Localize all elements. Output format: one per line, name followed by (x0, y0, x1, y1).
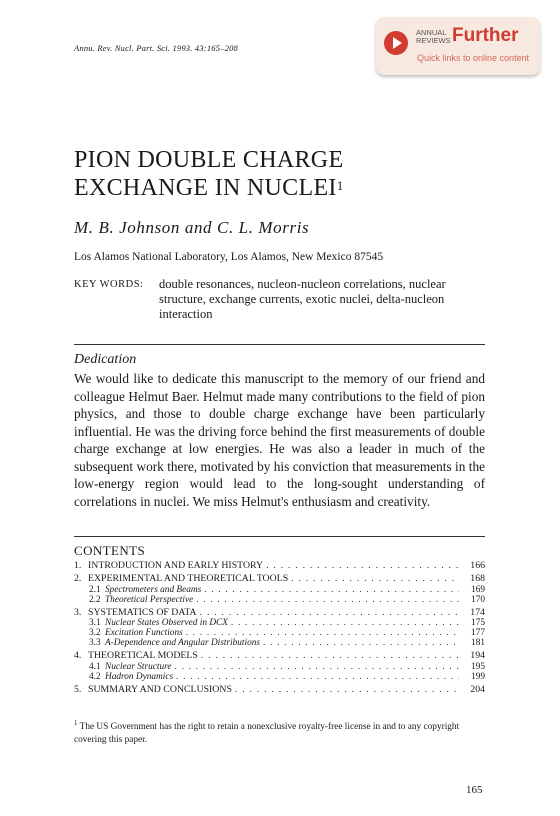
toc-leader-dots (204, 585, 459, 595)
contents-heading: CONTENTS (74, 543, 146, 558)
annual-reviews-logo (416, 29, 451, 45)
footnote (74, 717, 485, 747)
toc-entry-page: 181 (471, 638, 485, 649)
logo-reviews-text: REVIEWS (416, 36, 451, 45)
toc-entry[interactable] (74, 662, 485, 672)
toc-entry[interactable] (74, 618, 485, 628)
keywords-text: double resonances, nucleon-nucleon correlations, nuclear structure, exchange currents, exotic nuclei, delta-nucleon interaction (159, 277, 446, 321)
toc-entry-title: THEORETICAL MODELS (88, 650, 198, 662)
dedication-heading: Dedication (74, 352, 137, 367)
toc-entry[interactable] (74, 585, 485, 595)
toc-leader-dots (200, 607, 459, 618)
authors: M. B. Johnson and C. L. Morris (74, 218, 310, 237)
toc-entry-number: 2.1 (89, 584, 101, 595)
annual-reviews-further-badge[interactable] (376, 17, 540, 75)
toc-entry-title: Nuclear States Observed in DCX (105, 618, 228, 629)
toc-entry-number: 2. (74, 573, 82, 585)
toc-entry[interactable] (74, 595, 485, 605)
toc-leader-dots (186, 628, 459, 638)
toc-entry-number: 4.2 (89, 671, 101, 682)
toc-entry-title: INTRODUCTION AND EARLY HISTORY (88, 560, 264, 571)
toc-entry-number: 4.1 (89, 661, 101, 672)
toc-entry-page: 169 (471, 584, 485, 595)
logo-annual-text: ANNUAL (416, 28, 447, 37)
toc-entry-title: Spectrometers and Beams (105, 584, 202, 595)
play-icon (384, 31, 408, 55)
toc-entry-page: 168 (470, 573, 485, 585)
divider (74, 344, 485, 345)
toc-entry-page: 195 (471, 661, 485, 672)
article-title (74, 146, 344, 202)
toc-entry-title: Excitation Functions (105, 628, 183, 639)
toc-entry-title: A-Dependence and Angular Distributions (105, 638, 261, 649)
title-line-1: PION DOUBLE CHARGE (74, 147, 344, 173)
toc-entry-page: 170 (471, 594, 485, 605)
toc-leader-dots (175, 662, 459, 672)
toc-leader-dots (231, 618, 459, 628)
toc-entry-page: 175 (471, 618, 485, 629)
page-number: 165 (466, 784, 483, 796)
toc-entry-number: 3.2 (89, 628, 101, 639)
toc-leader-dots (176, 672, 459, 682)
further-label: Further (452, 25, 519, 46)
toc-entry-title: Hadron Dynamics (105, 671, 174, 682)
toc-leader-dots (263, 638, 459, 648)
toc-leader-dots (196, 595, 459, 605)
toc-entry-number: 5. (74, 683, 82, 695)
toc-entry[interactable] (74, 650, 485, 661)
toc-entry-number: 3.1 (89, 618, 101, 629)
toc-entry-page: 204 (470, 683, 485, 695)
toc-entry[interactable] (74, 638, 485, 648)
toc-entry-title: EXPERIMENTAL AND THEORETICAL TOOLS (88, 573, 289, 585)
title-footnote-mark[interactable]: 1 (336, 178, 344, 193)
toc-entry[interactable] (74, 684, 485, 695)
dedication-text: We would like to dedicate this manuscript to the memory of our friend and colleague Helmut Baer. Helmut made many contributions to the field of pion physics, and those to double charge exchange have been particularly influential. He was the driving force behind the first measurements of double charge exchange at low energies. He was also a leader in much of the subsequent work there, motivated by his conviction that measurements in the low-energy region would lead to the long-sought understanding of correlations in nuclei. We miss Helmut's enthusiasm and creativity. (74, 371, 485, 509)
toc-entry-title: SYSTEMATICS OF DATA (88, 606, 197, 618)
toc-entry-number: 4. (74, 650, 82, 662)
keywords-label: KEY WORDS: (74, 279, 144, 290)
toc-entry-number: 3. (74, 606, 82, 618)
toc-entry[interactable] (74, 672, 485, 682)
toc-leader-dots (235, 684, 459, 695)
toc-entry-page: 194 (470, 650, 485, 662)
toc-entry[interactable] (74, 560, 485, 571)
toc-entry-page: 177 (471, 628, 485, 639)
toc-entry-title: Theoretical Perspective (105, 594, 194, 605)
toc-entry[interactable] (74, 628, 485, 638)
toc-entry-title: Nuclear Structure (105, 661, 172, 672)
toc-entry[interactable] (74, 573, 485, 584)
toc-entry-page: 166 (470, 560, 485, 571)
toc-entry-number: 3.3 (89, 638, 101, 649)
footnote-mark: 1 (74, 719, 78, 727)
toc-leader-dots (266, 560, 459, 571)
journal-citation: Annu. Rev. Nucl. Part. Sci. 1993. 43:165–208 (74, 43, 238, 53)
toc-entry-title: SUMMARY AND CONCLUSIONS (88, 683, 232, 695)
toc-entry-number: 1. (74, 560, 82, 571)
table-of-contents (74, 560, 485, 695)
toc-leader-dots (201, 650, 459, 661)
affiliation: Los Alamos National Laboratory, Los Alamos, New Mexico 87545 (74, 251, 384, 263)
footnote-text: The US Government has the right to retain a nonexclusive royalty-free license in and to any copyright covering this paper. (74, 722, 460, 746)
divider (74, 536, 485, 537)
toc-entry[interactable] (74, 607, 485, 618)
toc-entry-page: 199 (471, 671, 485, 682)
title-line-2: EXCHANGE IN NUCLEI (74, 175, 337, 201)
toc-entry-number: 2.2 (89, 594, 101, 605)
toc-leader-dots (291, 573, 459, 584)
toc-entry-page: 174 (470, 606, 485, 618)
quick-links-label: Quick links to online content (417, 53, 530, 63)
